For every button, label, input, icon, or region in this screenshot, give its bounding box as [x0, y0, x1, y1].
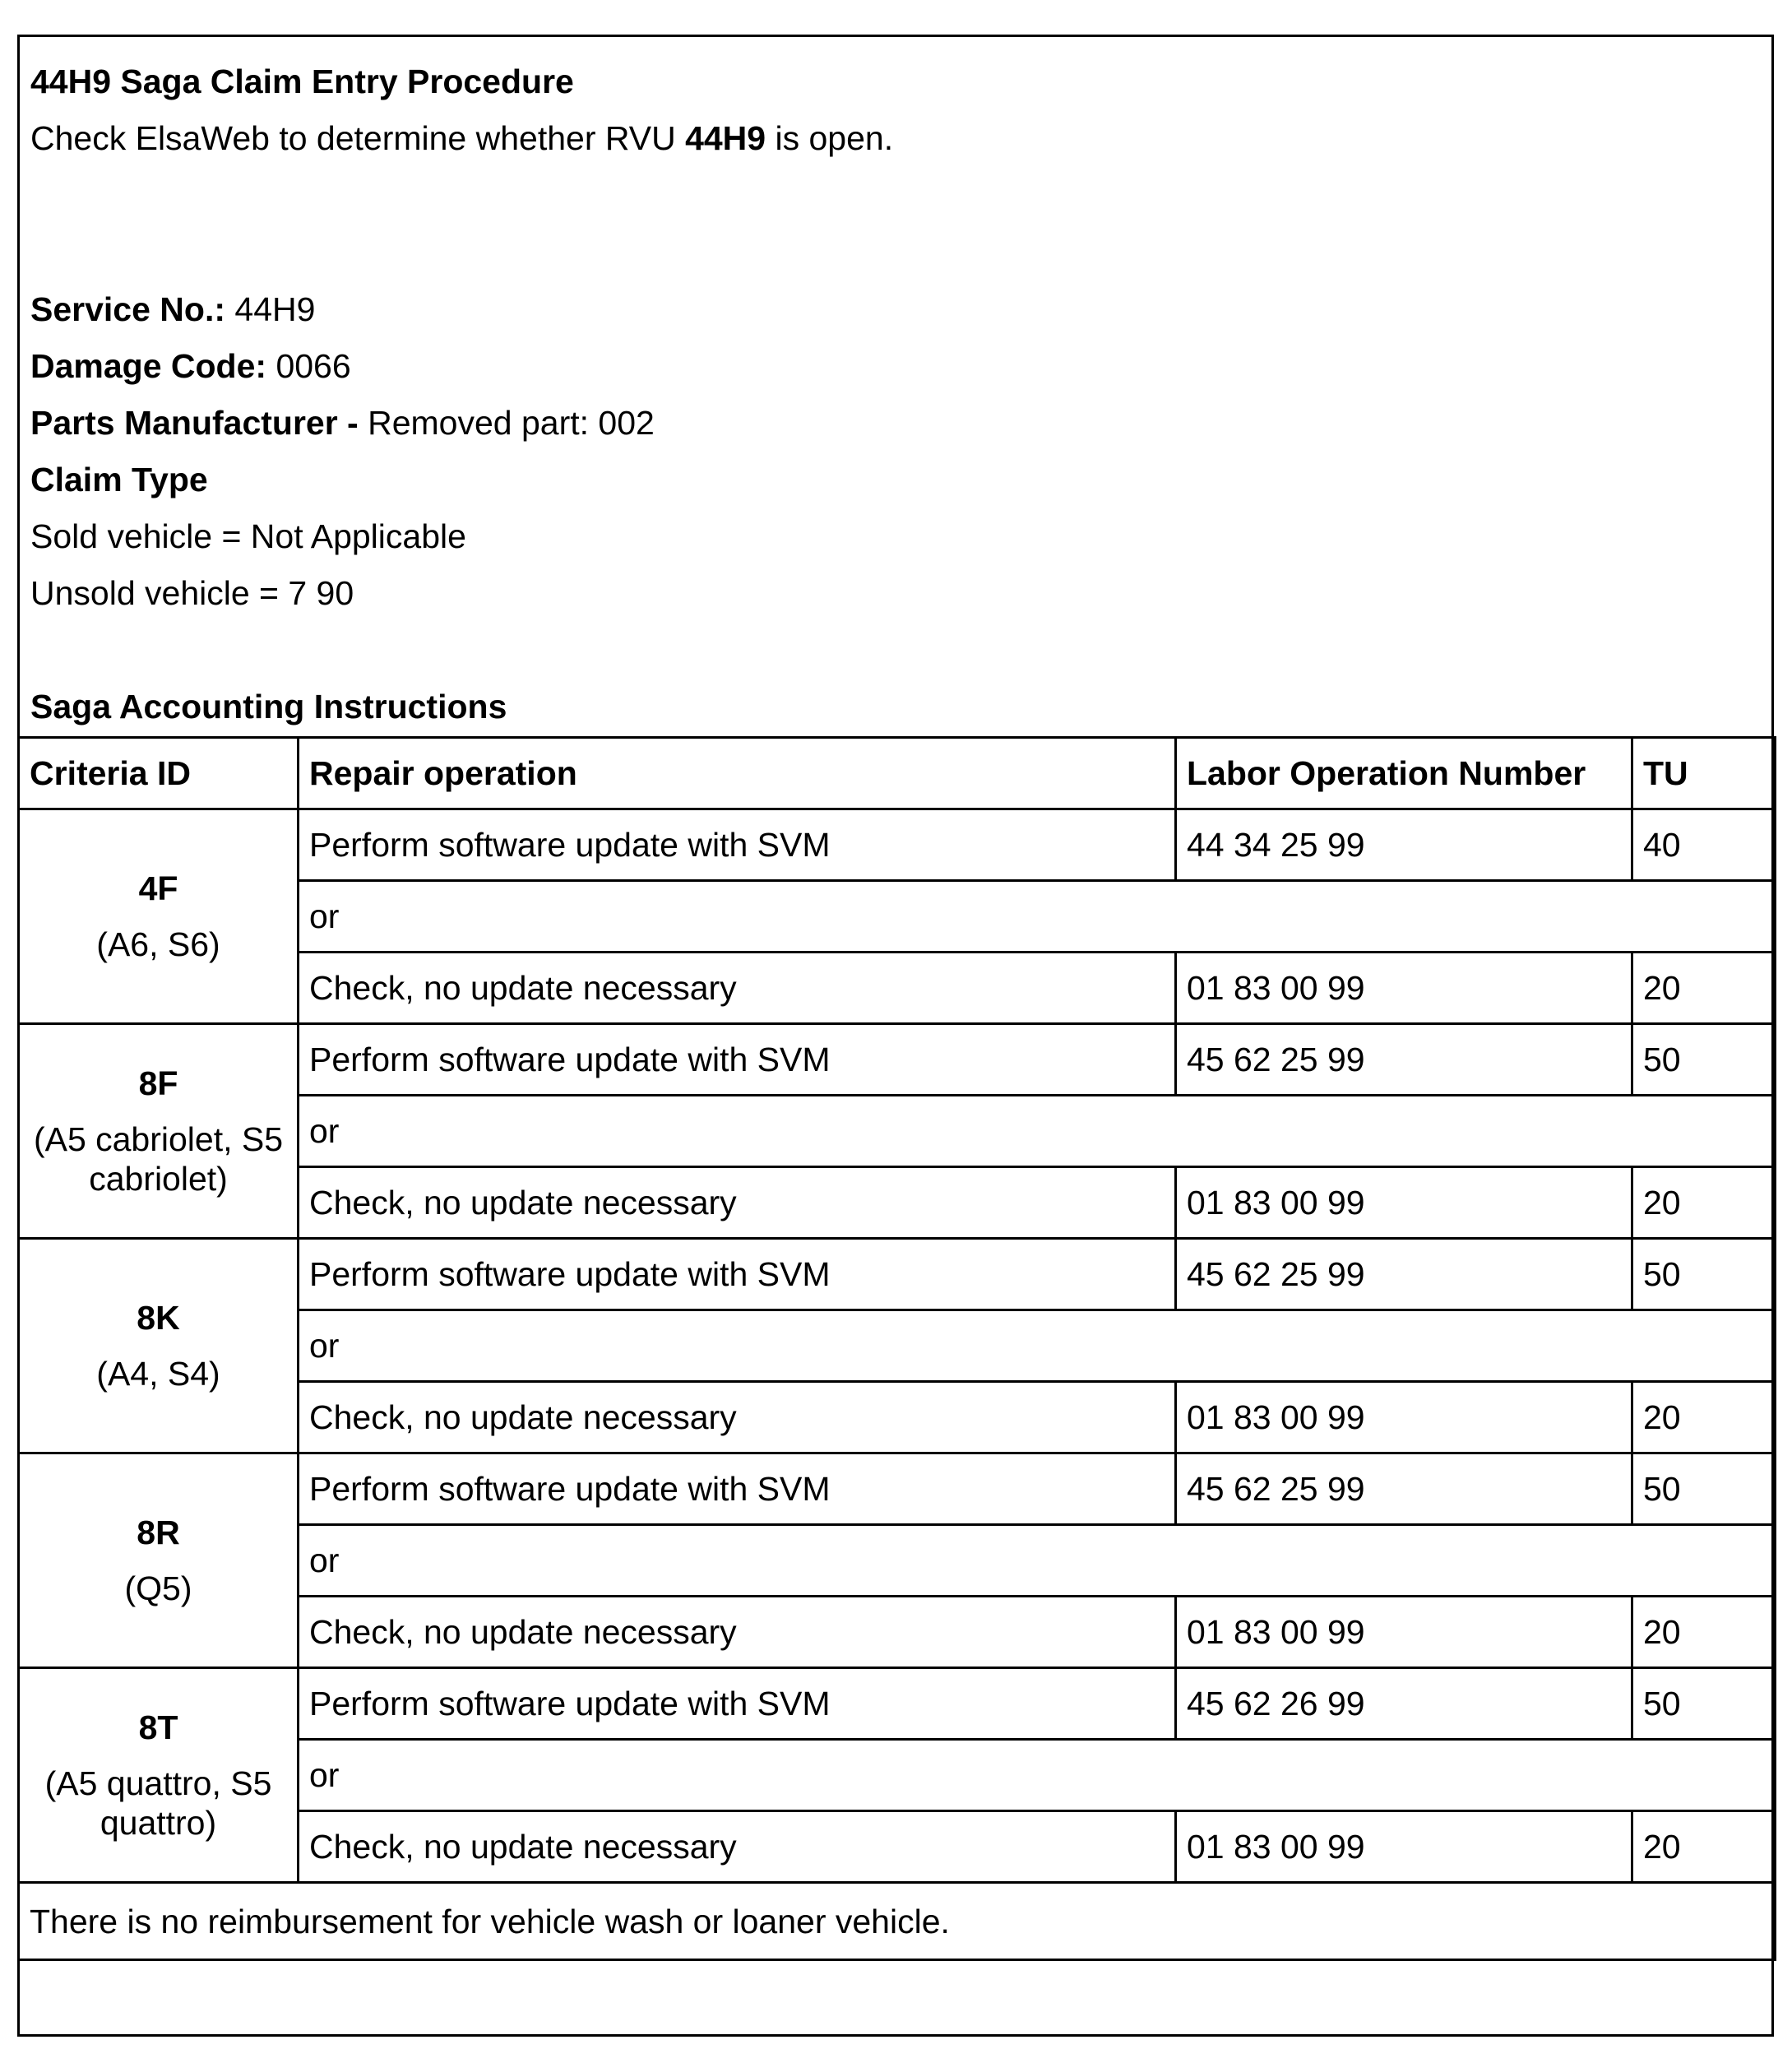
criteria-cell	[19, 1453, 299, 1668]
time-units: 50	[1632, 1024, 1776, 1096]
repair-operation: Perform software update with SVM	[299, 1239, 1176, 1310]
criteria-models: (A6, S6)	[96, 925, 220, 963]
sold-vehicle-line: Sold vehicle = Not Applicable	[30, 517, 466, 555]
reimbursement-note: There is no reimbursement for vehicle wash or loaner vehicle.	[19, 1883, 1776, 1960]
parts-manufacturer-label: Parts Manufacturer -	[30, 404, 359, 442]
table-row	[19, 1453, 1776, 1525]
repair-operation: Perform software update with SVM	[299, 809, 1176, 881]
labor-operation-number: 45 62 26 99	[1176, 1668, 1632, 1740]
criteria-id: 8R	[137, 1514, 180, 1551]
claim-procedure-sheet	[17, 35, 1774, 2037]
labor-operation-number: 01 83 00 99	[1176, 1382, 1632, 1453]
table-row	[19, 809, 1776, 881]
document-title: 44H9 Saga Claim Entry Procedure	[30, 63, 574, 100]
time-units: 20	[1632, 1597, 1776, 1668]
criteria-id: 4F	[138, 869, 178, 907]
repair-operation: Check, no update necessary	[299, 1382, 1176, 1453]
service-number-value: 44H9	[225, 290, 316, 328]
criteria-cell	[19, 1668, 299, 1883]
damage-code-value: 0066	[266, 347, 351, 385]
section-title: Saga Accounting Instructions	[30, 688, 507, 725]
repair-operation: Perform software update with SVM	[299, 1024, 1176, 1096]
repair-operation: Check, no update necessary	[299, 1167, 1176, 1239]
header-repair-operation: Repair operation	[299, 738, 1176, 809]
table-row	[19, 1239, 1776, 1310]
criteria-cell	[19, 1239, 299, 1453]
repair-operation: Check, no update necessary	[299, 1597, 1176, 1668]
criteria-id: 8F	[138, 1064, 178, 1102]
table-row	[19, 1668, 1776, 1740]
repair-operation: Perform software update with SVM	[299, 1668, 1176, 1740]
claim-type-label: Claim Type	[30, 461, 208, 498]
repair-operation: Check, no update necessary	[299, 953, 1176, 1024]
time-units: 20	[1632, 953, 1776, 1024]
criteria-models: (A4, S4)	[96, 1355, 220, 1393]
criteria-id: 8T	[138, 1708, 178, 1746]
parts-manufacturer-value: Removed part: 002	[358, 404, 655, 442]
labor-operation-number: 44 34 25 99	[1176, 809, 1632, 881]
criteria-cell	[19, 809, 299, 1024]
header-criteria-id: Criteria ID	[19, 738, 299, 809]
table-header-row	[19, 738, 1776, 809]
time-units: 20	[1632, 1167, 1776, 1239]
or-separator: or	[299, 1525, 1776, 1597]
header-tu: TU	[1632, 738, 1776, 809]
criteria-id: 8K	[137, 1299, 180, 1337]
intro-line	[30, 118, 893, 158]
criteria-models: (A5 quattro, S5 quattro)	[44, 1764, 272, 1842]
service-number-line	[30, 290, 315, 329]
or-separator: or	[299, 881, 1776, 953]
damage-code-label: Damage Code:	[30, 347, 267, 385]
repair-operation: Perform software update with SVM	[299, 1453, 1176, 1525]
table-row	[19, 1024, 1776, 1096]
time-units: 20	[1632, 1811, 1776, 1883]
repair-operation: Check, no update necessary	[299, 1811, 1176, 1883]
time-units: 50	[1632, 1239, 1776, 1310]
unsold-vehicle-line: Unsold vehicle = 7 90	[30, 574, 354, 612]
accounting-table	[17, 736, 1776, 1961]
labor-operation-number: 45 62 25 99	[1176, 1453, 1632, 1525]
intro-rvu-code: 44H9	[685, 119, 766, 157]
labor-operation-number: 01 83 00 99	[1176, 1597, 1632, 1668]
criteria-cell	[19, 1024, 299, 1239]
intro-prefix: Check ElsaWeb to determine whether RVU	[30, 119, 686, 157]
labor-operation-number: 01 83 00 99	[1176, 1167, 1632, 1239]
criteria-models: (Q5)	[124, 1569, 192, 1607]
time-units: 20	[1632, 1382, 1776, 1453]
or-separator: or	[299, 1740, 1776, 1811]
time-units: 40	[1632, 809, 1776, 881]
parts-manufacturer-line	[30, 403, 655, 443]
or-separator: or	[299, 1310, 1776, 1382]
header-labor-operation-number: Labor Operation Number	[1176, 738, 1632, 809]
criteria-models: (A5 cabriolet, S5 cabriolet)	[33, 1120, 284, 1198]
damage-code-line	[30, 346, 351, 386]
labor-operation-number: 45 62 25 99	[1176, 1024, 1632, 1096]
service-number-label: Service No.:	[30, 290, 225, 328]
time-units: 50	[1632, 1453, 1776, 1525]
intro-suffix: is open.	[766, 119, 894, 157]
labor-operation-number: 01 83 00 99	[1176, 953, 1632, 1024]
labor-operation-number: 01 83 00 99	[1176, 1811, 1632, 1883]
or-separator: or	[299, 1096, 1776, 1167]
labor-operation-number: 45 62 25 99	[1176, 1239, 1632, 1310]
table-footer-row	[19, 1883, 1776, 1960]
time-units: 50	[1632, 1668, 1776, 1740]
